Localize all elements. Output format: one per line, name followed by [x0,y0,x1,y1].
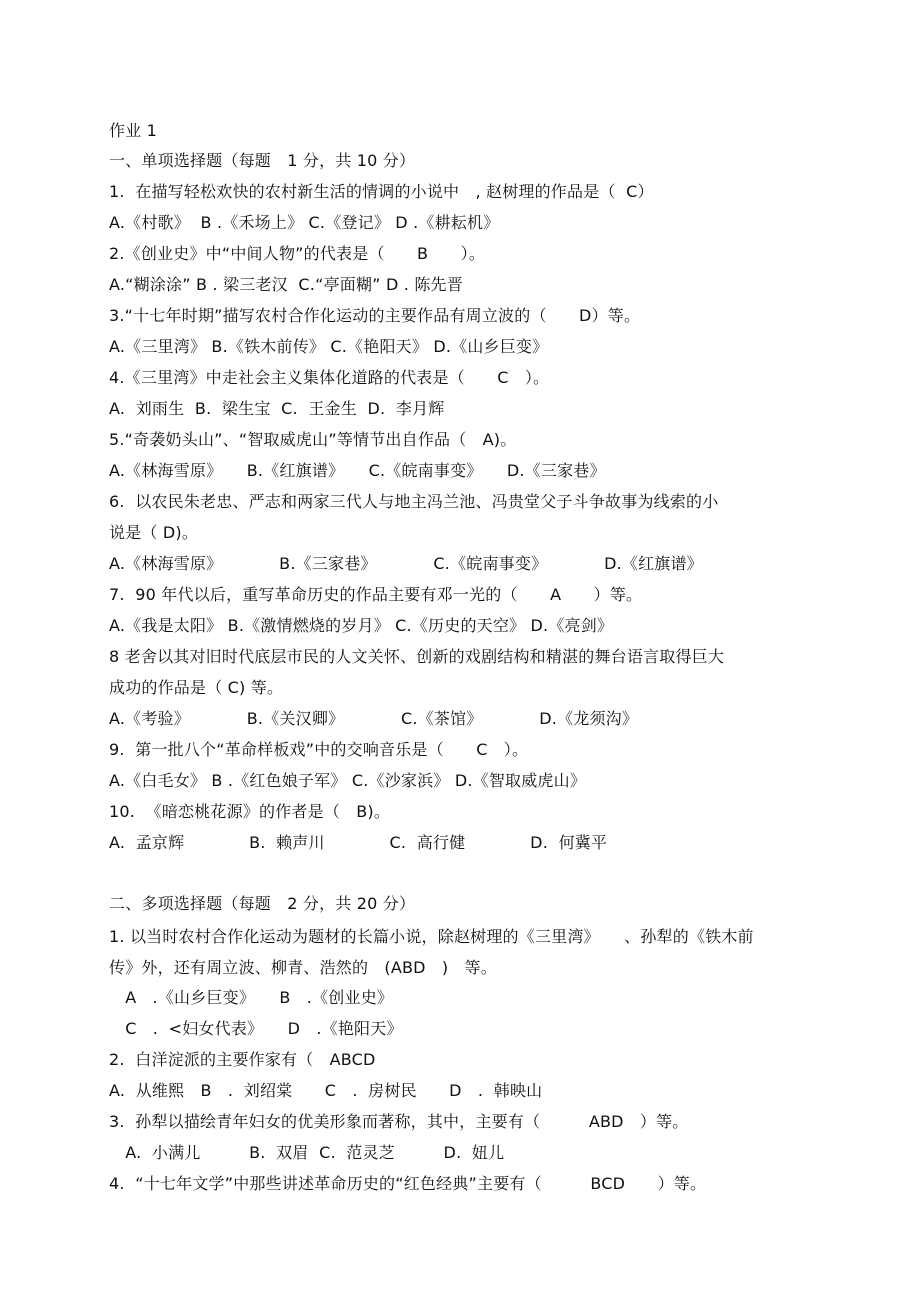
section-1-heading: 一、单项选择题（每题 1 分，共 10 分） [109,151,416,170]
question-line: 4.《三里湾》中走社会主义集体化道路的代表是（ C ）。 [109,368,550,387]
option-line: A.《林海雪原》 B.《三家巷》 C.《皖南事变》 D.《红旗谱》 [109,554,703,573]
option-line: A. 刘雨生 B. 梁生宝 C. 王金生 D. 李月辉 [109,399,445,418]
option-line: A.《考验》 B.《关汉卿》 C.《茶馆》 D.《龙须沟》 [109,709,639,728]
section-2-heading: 二、多项选择题（每题 2 分，共 20 分） [109,894,416,913]
question-line-continued: 传》外，还有周立波、柳青、浩然的 (ABD ) 等。 [109,958,497,977]
question-line: 8 老舍以其对旧时代底层市民的人文关怀、创新的戏剧结构和精湛的舞台语言取得巨大 [109,647,725,666]
option-line: A. 从维熙 B . 刘绍棠 C . 房树民 D . 韩映山 [109,1081,543,1100]
question-line: 3. 孙犁以描绘青年妇女的优美形象而著称，其中，主要有（ ABD ）等。 [109,1112,689,1131]
document-title: 作业 1 [109,121,158,140]
question-line: 3.“十七年时期”描写农村合作化运动的主要作品有周立波的（ D）等。 [109,306,641,325]
option-line: A.《我是太阳》 B.《激情燃烧的岁月》 C.《历史的天空》 D.《亮剑》 [109,616,614,635]
question-line: 2. 白洋淀派的主要作家有（ ABCD [109,1050,376,1069]
question-line: 1. 以当时农村合作化运动为题材的长篇小说，除赵树理的《三里湾》 、孙犁的《铁木前 [109,927,754,946]
question-line: 10. 《暗恋桃花源》的作者是（ B)。 [109,802,391,821]
question-line: 7. 90 年代以后，重写革命历史的作品主要有邓一光的（ A ）等。 [109,585,643,604]
question-line: 4. “十七年文学”中那些讲述革命历史的“红色经典”主要有（ BCD ）等。 [109,1174,707,1193]
option-line: C . <妇女代表》 D .《艳阳天》 [109,1019,403,1038]
option-line: A.《林海雪原》 B.《红旗谱》 C.《皖南事变》 D.《三家巷》 [109,461,606,480]
question-line-continued: 成功的作品是（ C) 等。 [109,678,284,697]
question-line-continued: 说是（ D)。 [109,523,199,542]
option-line: A. 小满儿 B. 双眉 C. 范灵芝 D. 妞儿 [109,1143,505,1162]
question-line: 1. 在描写轻松欢快的农村新生活的情调的小说中 , 赵树理的作品是（ C） [109,182,654,201]
option-line: A .《山乡巨变》 B .《创业史》 [109,988,394,1007]
option-line: A.“糊涂涂” B . 梁三老汉 C.“亭面糊” D . 陈先晋 [109,275,463,294]
question-line: 9. 第一批八个“革命样板戏”中的交响音乐是（ C ）。 [109,740,529,759]
option-line: A.《三里湾》 B.《铁木前传》 C.《艳阳天》 D.《山乡巨变》 [109,337,549,356]
question-line: 5.“奇袭奶头山”、“智取威虎山”等情节出自作品（ A)。 [109,430,517,449]
question-line: 2.《创业史》中“中间人物”的代表是（ B ）。 [109,244,486,263]
option-line: A.《村歌》 B .《禾场上》 C.《登记》 D .《耕耘机》 [109,213,500,232]
option-line: A. 孟京辉 B. 赖声川 C. 高行健 D. 何冀平 [109,833,608,852]
question-line: 6. 以农民朱老忠、严志和两家三代人与地主冯兰池、冯贵堂父子斗争故事为线索的小 [109,492,719,511]
option-line: A.《白毛女》 B .《红色娘子军》 C.《沙家浜》 D.《智取威虎山》 [109,771,587,790]
